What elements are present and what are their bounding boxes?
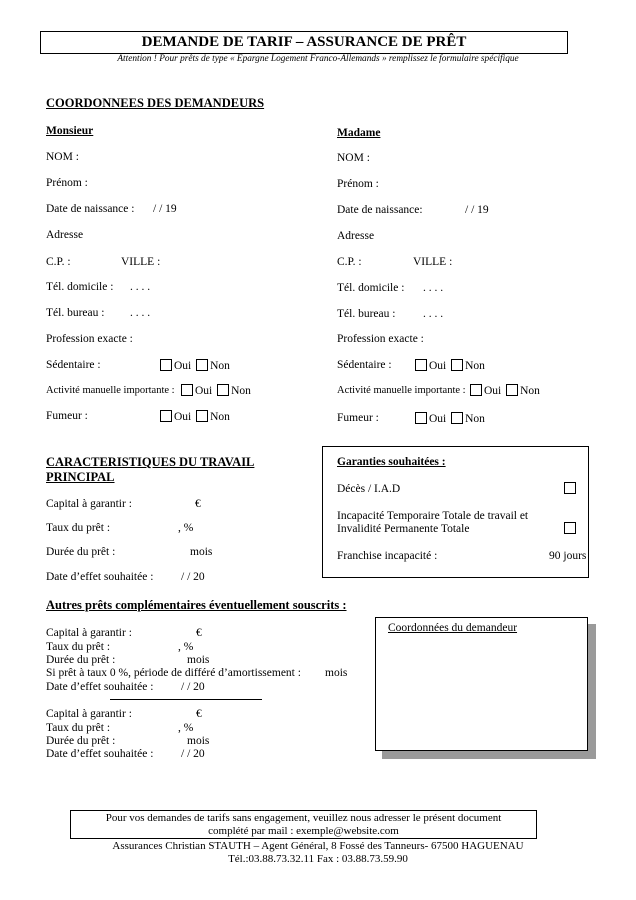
work-date-field[interactable]: / / 20 [181, 571, 205, 583]
garanties-incap-checkbox[interactable] [564, 522, 576, 534]
loan2-duree-unit: mois [187, 735, 210, 747]
monsieur-naissance-field[interactable]: / / 19 [153, 203, 177, 215]
work-date-label: Date d’effet souhaitée : [46, 571, 154, 583]
garanties-incap-label-line2: Invalidité Permanente Totale [337, 523, 470, 535]
garanties-deces-checkbox[interactable] [564, 482, 576, 494]
footer-notice-line2: complété par mail : exemple@website.com [208, 825, 399, 837]
section-title-applicants: COORDONNEES DES DEMANDEURS [46, 96, 265, 110]
loan2-duree-label: Durée du prêt : [46, 735, 116, 747]
loans-divider [110, 699, 262, 700]
work-taux-field[interactable]: , % [178, 522, 194, 534]
madame-activite-oui-checkbox[interactable] [470, 384, 482, 396]
monsieur-tel-domicile-field[interactable]: . . . . [130, 281, 151, 293]
loan2-capital-unit: € [196, 708, 202, 720]
contact-box-title: Coordonnées du demandeur [388, 622, 518, 634]
loan1-date-label: Date d’effet souhaitée : [46, 681, 154, 693]
madame-activite-options [470, 384, 540, 398]
madame-adresse-label: Adresse [337, 230, 375, 242]
section-title-work: CARACTERISTIQUES DU TRAVAIL [46, 455, 255, 469]
monsieur-tel-bureau-field[interactable]: . . . . [130, 307, 151, 319]
garanties-title: Garanties souhaitées : [337, 456, 446, 468]
madame-prenom-label: Prénom : [337, 178, 379, 190]
madame-tel-domicile-field[interactable]: . . . . [423, 282, 444, 294]
monsieur-fumeur-oui-checkbox[interactable] [160, 410, 172, 422]
monsieur-profession-label: Profession exacte : [46, 333, 133, 345]
monsieur-adresse-label: Adresse [46, 229, 84, 241]
garanties-deces-option [564, 482, 578, 496]
monsieur-nom-label: NOM : [46, 151, 79, 163]
loan2-capital-label: Capital à garantir : [46, 708, 132, 720]
loan1-taux-label: Taux du prêt : [46, 641, 111, 653]
madame-sedentaire-label: Sédentaire : [337, 359, 392, 371]
madame-cp-label: C.P. : [337, 256, 362, 268]
madame-nom-label: NOM : [337, 152, 370, 164]
work-taux-label: Taux du prêt : [46, 522, 111, 534]
oui-label: Oui [174, 360, 192, 372]
monsieur-activite-non-checkbox[interactable] [217, 384, 229, 396]
monsieur-activite-oui-checkbox[interactable] [181, 384, 193, 396]
madame-activite-label: Activité manuelle importante : [337, 385, 466, 396]
loan1-date-field[interactable]: / / 20 [181, 681, 205, 693]
contact-box[interactable] [375, 617, 588, 751]
page-subtitle: Attention ! Pour prêts de type « Epargne Logement Franco-Allemands » remplissez le formulaire spécifique [117, 54, 519, 64]
loan1-capital-unit: € [196, 627, 202, 639]
madame-sedentaire-non-checkbox[interactable] [451, 359, 463, 371]
monsieur-prenom-label: Prénom : [46, 177, 88, 189]
loan1-duree-label: Durée du prêt : [46, 654, 116, 666]
loan1-duree-unit: mois [187, 654, 210, 666]
loan1-taux-field[interactable]: , % [178, 641, 194, 653]
garanties-franchise-label: Franchise incapacité : [337, 550, 438, 562]
non-label: Non [210, 360, 230, 372]
monsieur-activite-options [181, 384, 251, 398]
section-title-other-loans: Autres prêts complémentaires éventuellement souscrits : [46, 598, 347, 612]
work-duree-label: Durée du prêt : [46, 546, 116, 558]
monsieur-fumeur-label: Fumeur : [46, 410, 88, 422]
oui-label: Oui [429, 360, 447, 372]
work-duree-unit: mois [190, 546, 213, 558]
monsieur-sedentaire-options [160, 359, 230, 373]
madame-sedentaire-oui-checkbox[interactable] [415, 359, 427, 371]
oui-label: Oui [484, 385, 502, 397]
garanties-deces-label: Décès / I.A.D [337, 483, 401, 495]
non-label: Non [231, 385, 251, 397]
monsieur-sedentaire-oui-checkbox[interactable] [160, 359, 172, 371]
garanties-incap-option [564, 522, 578, 536]
non-label: Non [210, 411, 230, 423]
monsieur-cp-label: C.P. : [46, 256, 71, 268]
footer-agent: Assurances Christian STAUTH – Agent Général, 8 Fossé des Tanneurs- 67500 HAGUENAU [112, 840, 524, 852]
loan1-capital-label: Capital à garantir : [46, 627, 132, 639]
madame-naissance-field[interactable]: / / 19 [465, 204, 489, 216]
madame-heading: Madame [337, 127, 381, 139]
monsieur-heading: Monsieur [46, 125, 94, 137]
monsieur-naissance-label: Date de naissance : [46, 203, 135, 215]
madame-fumeur-oui-checkbox[interactable] [415, 412, 427, 424]
monsieur-sedentaire-non-checkbox[interactable] [196, 359, 208, 371]
monsieur-fumeur-non-checkbox[interactable] [196, 410, 208, 422]
madame-tel-bureau-label: Tél. bureau : [337, 308, 396, 320]
madame-profession-label: Profession exacte : [337, 333, 424, 345]
work-capital-label: Capital à garantir : [46, 498, 132, 510]
loan2-date-label: Date d’effet souhaitée : [46, 748, 154, 760]
non-label: Non [465, 413, 485, 425]
madame-fumeur-options [415, 412, 485, 426]
monsieur-tel-domicile-label: Tél. domicile : [46, 281, 114, 293]
madame-tel-bureau-field[interactable]: . . . . [423, 308, 444, 320]
non-label: Non [520, 385, 540, 397]
section-title-work-line2: PRINCIPAL [46, 470, 115, 484]
monsieur-tel-bureau-label: Tél. bureau : [46, 307, 105, 319]
loan2-taux-label: Taux du prêt : [46, 722, 111, 734]
footer-notice-line1: Pour vos demandes de tarifs sans engagement, veuillez nous adresser le présent document [105, 812, 502, 824]
loan2-date-field[interactable]: / / 20 [181, 748, 205, 760]
work-capital-unit: € [195, 498, 201, 510]
footer-phones: Tél.:03.88.73.32.11 Fax : 03.88.73.59.90 [228, 853, 408, 865]
madame-activite-non-checkbox[interactable] [506, 384, 518, 396]
madame-sedentaire-options [415, 359, 485, 373]
madame-naissance-label: Date de naissance: [337, 204, 423, 216]
monsieur-ville-label: VILLE : [121, 256, 161, 268]
footer-notice-box [70, 810, 537, 839]
madame-tel-domicile-label: Tél. domicile : [337, 282, 405, 294]
page-title: DEMANDE DE TARIF – ASSURANCE DE PRÊT [40, 31, 568, 54]
loan1-zero-rate-label: Si prêt à taux 0 %, période de différé d’amortissement : [46, 667, 301, 679]
garanties-franchise-value: 90 jours [549, 550, 587, 562]
madame-fumeur-label: Fumeur : [337, 412, 379, 424]
oui-label: Oui [195, 385, 213, 397]
madame-fumeur-non-checkbox[interactable] [451, 412, 463, 424]
loan1-zero-rate-unit: mois [325, 667, 348, 679]
garanties-incap-label: Incapacité Temporaire Totale de travail et [337, 510, 529, 522]
madame-ville-label: VILLE : [413, 256, 453, 268]
monsieur-fumeur-options [160, 410, 230, 424]
oui-label: Oui [429, 413, 447, 425]
oui-label: Oui [174, 411, 192, 423]
monsieur-activite-label: Activité manuelle importante : [46, 385, 175, 396]
loan2-taux-field[interactable]: , % [178, 722, 194, 734]
non-label: Non [465, 360, 485, 372]
monsieur-sedentaire-label: Sédentaire : [46, 359, 101, 371]
